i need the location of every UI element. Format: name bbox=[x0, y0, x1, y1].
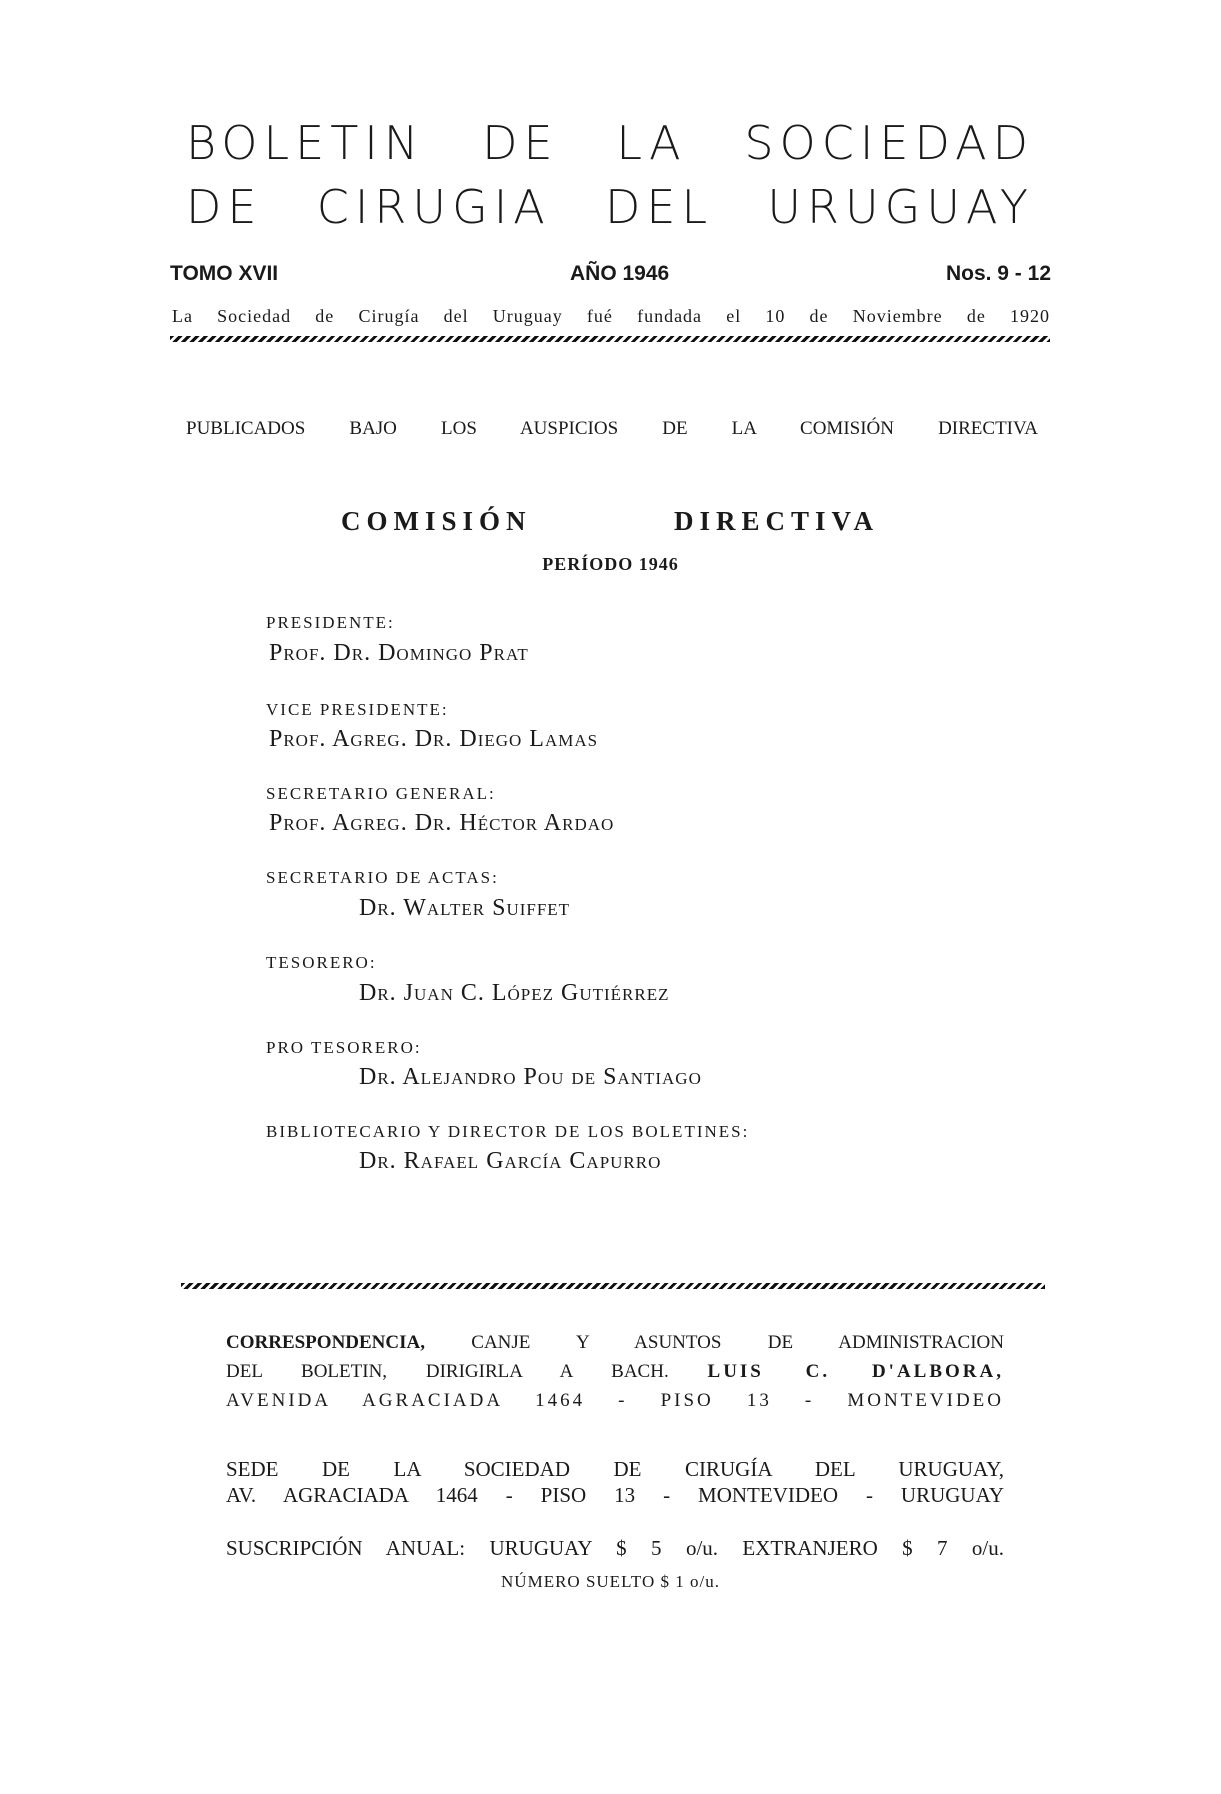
role-label: PRESIDENTE: bbox=[266, 613, 395, 632]
role-label: BIBLIOTECARIO Y DIRECTOR DE LOS BOLETINES: bbox=[266, 1122, 750, 1141]
member-name: Prof. Agreg. Dr. Héctor Ardao bbox=[269, 810, 615, 836]
correspondence-line-1 bbox=[226, 1332, 1004, 1354]
correspondence-address: AVENIDA AGRACIADA 1464 - PISO 13 - MONTEVIDEO bbox=[226, 1390, 1004, 1411]
volume: TOMO XVII bbox=[170, 262, 279, 285]
issue-numbers: Nos. 9 - 12 bbox=[945, 262, 1051, 285]
member-name: Dr. Alejandro Pou de Santiago bbox=[359, 1064, 702, 1090]
member-name: Dr. Rafael García Capurro bbox=[359, 1148, 662, 1174]
correspondence-text: CANJE Y ASUNTOS DE ADMINISTRACION bbox=[471, 1332, 1004, 1353]
title-line-2: DE CIRUGIA DEL URUGUAY bbox=[186, 180, 1034, 234]
member-name: Prof. Agreg. Dr. Diego Lamas bbox=[269, 726, 599, 752]
correspondence-bold: CORRESPONDENCIA, bbox=[226, 1332, 425, 1353]
role-label: VICE PRESIDENTE: bbox=[266, 700, 449, 719]
year: AÑO 1946 bbox=[570, 262, 670, 285]
contact-name: LUIS C. D'ALBORA, bbox=[707, 1361, 1005, 1382]
founding-note: La Sociedad de Cirugía del Uruguay fué fundada el 10 de Noviembre de 1920 bbox=[172, 306, 1050, 326]
divider-top bbox=[170, 336, 1050, 342]
role-label: SECRETARIO DE ACTAS: bbox=[266, 868, 499, 887]
auspices-line: PUBLICADOS BAJO LOS AUSPICIOS DE LA COMISIÓN DIRECTIVA bbox=[186, 418, 1038, 439]
single-issue-price: NÚMERO SUELTO $ 1 o/u. bbox=[501, 1572, 720, 1591]
commission-period: PERÍODO 1946 bbox=[542, 554, 679, 574]
seat-line-1: SEDE DE LA SOCIEDAD DE CIRUGÍA DEL URUGUAY, bbox=[226, 1457, 1004, 1481]
member-name: Dr. Juan C. López Gutiérrez bbox=[359, 980, 670, 1006]
role-label: PRO TESORERO: bbox=[266, 1038, 422, 1057]
subscription-line: SUSCRIPCIÓN ANUAL: URUGUAY $ 5 o/u. EXTRANJERO $ 7 o/u. bbox=[226, 1536, 1004, 1560]
commission-heading: COMISIÓN DIRECTIVA bbox=[341, 506, 879, 536]
correspondence-line-2 bbox=[226, 1361, 1004, 1383]
role-label: TESORERO: bbox=[266, 953, 377, 972]
member-name: Dr. Walter Suiffet bbox=[359, 895, 571, 921]
divider-bottom bbox=[181, 1283, 1045, 1289]
correspondence-text: DEL BOLETIN, DIRIGIRLA A BACH. bbox=[226, 1361, 669, 1382]
role-label: SECRETARIO GENERAL: bbox=[266, 784, 496, 803]
member-name: Prof. Dr. Domingo Prat bbox=[269, 640, 529, 666]
seat-line-2: AV. AGRACIADA 1464 - PISO 13 - MONTEVIDEO - URUGUAY bbox=[226, 1483, 1004, 1507]
title-line-1: BOLETIN DE LA SOCIEDAD bbox=[186, 116, 1034, 170]
